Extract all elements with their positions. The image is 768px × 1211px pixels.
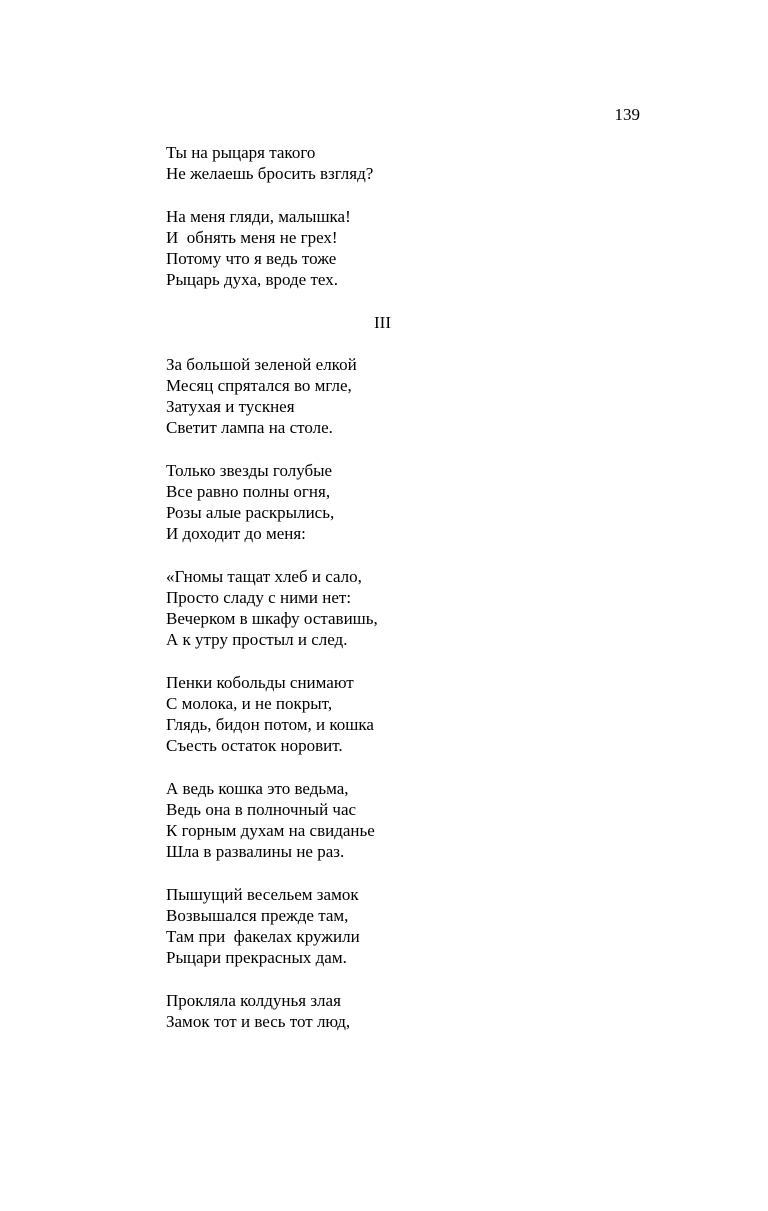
- poem-line: Ведь она в полночный час: [166, 799, 357, 819]
- stanza: [166, 884, 646, 969]
- poem-line: Месяц спрятался во мгле,: [166, 376, 352, 396]
- poem-line: Все равно полны огня,: [166, 482, 331, 501]
- stanza: [166, 354, 646, 439]
- poem-line: Шла в развалины не раз.: [166, 842, 345, 862]
- page-number: 139: [614, 105, 640, 124]
- poem-line: Пышущий весельем замок: [166, 884, 359, 904]
- stanza: [166, 778, 646, 863]
- poem-body: [166, 142, 646, 1053]
- section-stanzas: [166, 354, 646, 1032]
- poem-line: Не желаешь бросить взгляд?: [166, 164, 374, 184]
- poem-line: Съесть остаток норовит.: [166, 736, 343, 756]
- poem-line: И доходит до меня:: [166, 524, 306, 544]
- poem-line: А ведь кошка это ведьма,: [166, 778, 349, 798]
- stanza: [166, 672, 646, 757]
- poem-line: И обнять меня не грех!: [166, 227, 338, 247]
- poem-line: Ты на рыцаря такого: [166, 143, 316, 162]
- poem-line: Прокляла колдунья злая: [166, 990, 341, 1010]
- poem-line: А к утру простыл и след.: [166, 630, 348, 650]
- stanza: [166, 142, 646, 184]
- poem-line: Глядь, бидон потом, и кошка: [166, 715, 374, 735]
- stanza: [166, 990, 646, 1032]
- stanza: [166, 460, 646, 545]
- poem-line: Вечерком в шкафу оставишь,: [166, 609, 378, 629]
- poem-line: Замок тот и весь тот люд,: [166, 1011, 351, 1031]
- poem-line: «Гномы тащат хлеб и сало,: [166, 566, 362, 586]
- poem-line: К горным духам на свиданье: [166, 821, 375, 840]
- poem-line: С молока, и не покрыт,: [166, 693, 333, 713]
- poem-line: Затухая и тускнея: [166, 397, 295, 417]
- poem-line: Просто сладу с ними нет:: [166, 587, 352, 607]
- opening-stanzas: [166, 142, 646, 290]
- poem-line: Пенки кобольды снимают: [166, 672, 354, 692]
- poem-line: Потому что я ведь тоже: [166, 248, 337, 268]
- poem-line: На меня гляди, малышка!: [166, 206, 351, 226]
- poem-line: Там при факелах кружили: [166, 926, 360, 946]
- poem-line: Розы алые раскрылись,: [166, 503, 335, 523]
- poem-line: Светит лампа на столе.: [166, 418, 333, 438]
- section-heading: III: [374, 312, 391, 332]
- poem-line: Возвышался прежде там,: [166, 905, 349, 925]
- poem-line: За большой зеленой елкой: [166, 354, 357, 374]
- poem-line: Рыцарь духа, вроде тех.: [166, 270, 338, 290]
- stanza: [166, 566, 646, 651]
- poem-line: Только звезды голубые: [166, 460, 333, 480]
- poem-line: Рыцари прекрасных дам.: [166, 948, 347, 968]
- stanza: [166, 206, 646, 291]
